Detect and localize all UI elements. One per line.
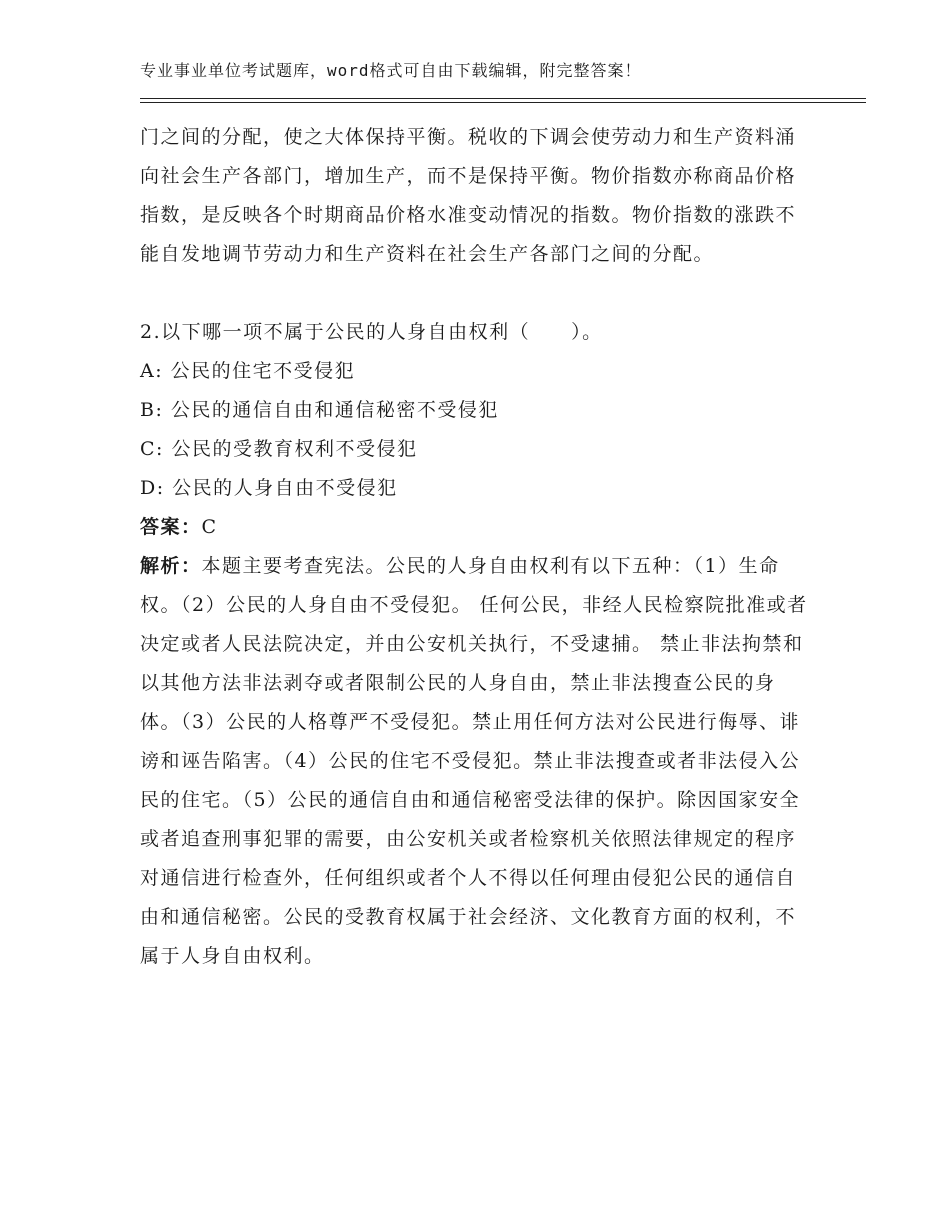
page-header-text: 专业事业单位考试题库，word格式可自由下载编辑，附完整答案！ <box>140 61 642 80</box>
answer-line <box>140 508 810 547</box>
option-c: C: 公民的受教育权利不受侵犯 <box>140 438 418 460</box>
analysis-text: 本题主要考查宪法。公民的人身自由权利有以下五种：（1）生命权。（2）公民的人身自由不受侵犯。 任何公民，非经人民检察院批准或者决定或者人民法院决定，并由公安机关执行，不受逮捕。 禁止非法拘禁和以其他方法非法剥夺或者限制公民的人身自由，禁止非法搜查公民的身体。（3）公民的人格尊严不受侵犯。禁止用任何方法对公民进行侮辱、诽谤和诬告陷害。（4）公民的住宅不受侵犯。禁止非法搜查或者非法侵入公民的住宅。（5）公民的通信自由和通信秘密受法律的保护。除因国家安全或者追查刑事犯罪的需要，由公安机关或者检察机关依照法律规定的程序对通信进行检查外，任何组织或者个人不得以任何理由侵犯公民的通信自由和通信秘密。公民的受教育权属于社会经济、文化教育方面的权利，不属于人身自由权利。 <box>140 555 808 967</box>
analysis-label: 解析： <box>140 555 202 577</box>
continuation-paragraph: 门之间的分配，使之大体保持平衡。税收的下调会使劳动力和生产资料涌向社会生产各部门，增加生产，而不是保持平衡。物价指数亦称商品价格指数，是反映各个时期商品价格水准变动情况的指数。物价指数的涨跌不能自发地调节劳动力和生产资料在社会生产各部门之间的分配。 <box>140 126 797 265</box>
answer-value: C <box>201 516 218 538</box>
analysis-paragraph <box>140 547 810 976</box>
option-d: D: 公民的人身自由不受侵犯 <box>140 477 398 499</box>
option-b: B: 公民的通信自由和通信秘密不受侵犯 <box>140 399 499 421</box>
answer-label: 答案： <box>140 516 202 538</box>
header-divider-bottom <box>140 102 866 103</box>
paragraph-spacer <box>140 274 810 313</box>
document-body <box>140 118 810 976</box>
question-stem: 2.以下哪一项不属于公民的人身自由权利（ ）。 <box>140 321 603 343</box>
header-divider-top <box>140 98 866 99</box>
option-a: A: 公民的住宅不受侵犯 <box>140 360 356 382</box>
